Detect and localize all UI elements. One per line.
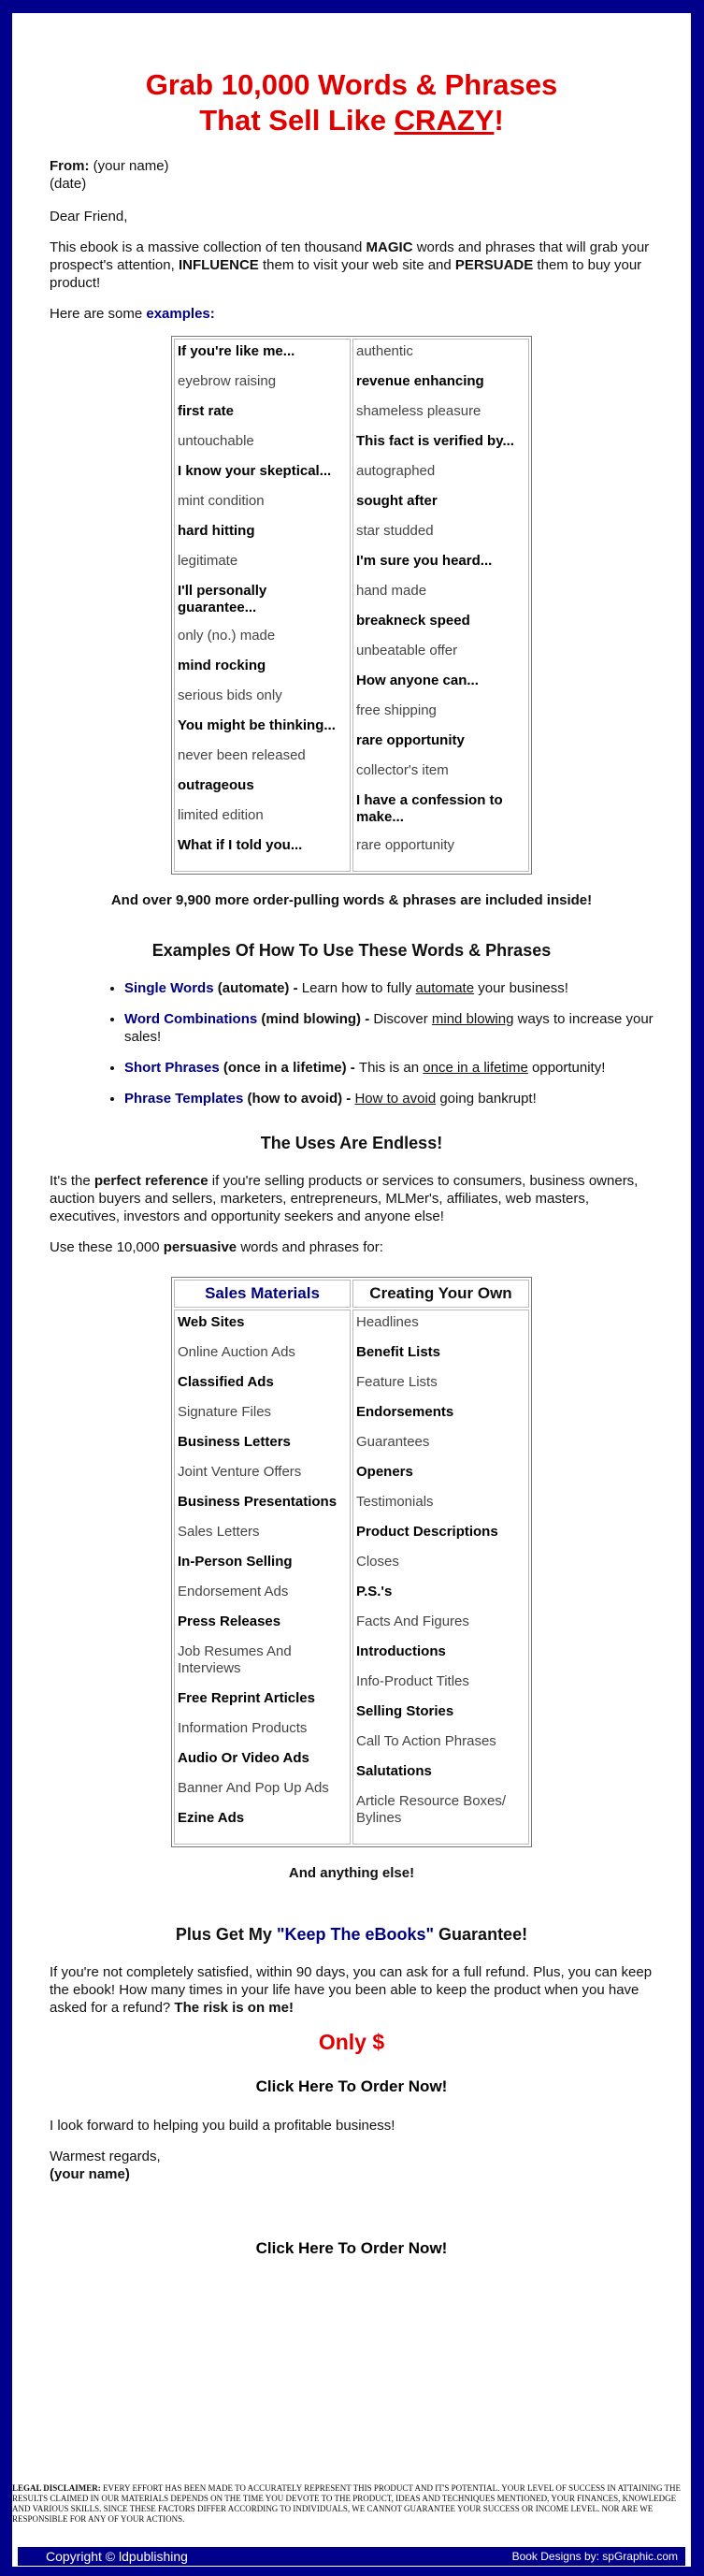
word-item: shameless pleasure (356, 403, 481, 419)
word-item: serious bids only (178, 687, 282, 703)
howto-link-word: How to avoid (354, 1091, 437, 1107)
uses-table-wrap (50, 1277, 654, 1847)
guarantee-text: If you're not completely satisfied, within 90 days, you can ask for a full refund. Plus, you can keep the ebook! How many times in your life have you been able to keep the product when you have asked for a refund? (50, 1964, 653, 2016)
word-item: Online Auction Ads (178, 1344, 295, 1360)
examples-table-wrap (50, 336, 654, 875)
word-item: Banner And Pop Up Ads (178, 1780, 329, 1796)
word-item: star studded (356, 523, 434, 539)
word-item: You might be thinking... (178, 717, 336, 733)
footer-copyright: Copyright © ldpublishing (46, 2549, 188, 2564)
uses-heading: The Uses Are Endless! (260, 1134, 443, 1152)
word-item: Info-Product Titles (356, 1673, 469, 1689)
howto-dash: - (346, 1060, 359, 1076)
guarantee-paragraph (50, 1963, 654, 2017)
guarantee-bold: The risk is on me! (174, 2000, 294, 2016)
word-item: first rate (178, 403, 235, 419)
footer-bar (18, 2547, 685, 2566)
word-item: Job Resumes And Interviews (178, 1643, 292, 1676)
howto-paren: (automate) (213, 980, 290, 996)
word-item: only (no.) made (178, 628, 276, 644)
word-item: rare opportunity (356, 837, 455, 853)
examples-left-column (174, 339, 351, 872)
headline-line-2 (50, 103, 654, 138)
word-item: Classified Ads (178, 1374, 274, 1390)
word-item: I'm sure you heard... (356, 553, 493, 569)
intro-paragraph (50, 239, 654, 292)
howto-paren: (once in a lifetime) (219, 1060, 347, 1076)
word-item: Headlines (356, 1314, 419, 1330)
howto-pre: Discover (373, 1011, 432, 1027)
closing-name: (your name) (50, 2166, 130, 2182)
headline-line-1: Grab 10,000 Words & Phrases (145, 68, 558, 101)
examples-intro (50, 305, 654, 323)
howto-link-word: automate (415, 980, 475, 996)
word-item: Endorsements (356, 1404, 454, 1420)
uses-p2-bold: persuasive (163, 1239, 237, 1255)
word-item: legitimate (178, 553, 238, 569)
headline-crazy: CRAZY (394, 104, 495, 137)
intro-text-1: This ebook is a massive collection of ten thousand (50, 239, 366, 255)
howto-pre: Learn how to fully (301, 980, 416, 996)
word-item: Call To Action Phrases (356, 1733, 496, 1749)
order-now-link-1[interactable]: Click Here To Order Now! (255, 2077, 448, 2095)
word-item: This fact is verified by... (356, 433, 514, 449)
word-item: Sales Letters (178, 1524, 260, 1540)
howto-paren: (how to avoid) (243, 1091, 343, 1107)
sales-page (12, 13, 691, 2567)
word-item: Audio Or Video Ads (178, 1750, 309, 1766)
word-item: P.S.'s (356, 1584, 393, 1599)
howto-term: Phrase Templates (124, 1091, 244, 1107)
word-item: Guarantees (356, 1434, 430, 1450)
word-item: Information Products (178, 1720, 308, 1736)
order-now-link-2[interactable]: Click Here To Order Now! (255, 2239, 448, 2257)
word-item: What if I told you... (178, 837, 303, 853)
greeting: Dear Friend, (50, 209, 128, 224)
intro-text-3: them to visit your web site and (258, 257, 455, 273)
guarantee-heading-quote: "Keep The eBooks" (276, 1925, 435, 1944)
word-item: outrageous (178, 777, 254, 793)
word-item: In-Person Selling (178, 1554, 293, 1570)
word-item: mind rocking (178, 658, 266, 673)
word-item: rare opportunity (356, 732, 465, 748)
howto-term: Single Words (124, 980, 214, 996)
word-item: authentic (356, 343, 413, 359)
only-price: Only $ (318, 2030, 385, 2054)
word-item: Benefit Lists (356, 1344, 441, 1360)
uses-column-1 (174, 1310, 351, 1845)
uses-p1-pre: It's the (50, 1173, 94, 1189)
word-item: Product Descriptions (356, 1524, 498, 1540)
howto-dash: - (342, 1091, 355, 1107)
uses-table (171, 1277, 532, 1847)
over-more-text: And over 9,900 more order-pulling words & phrases are included inside! (110, 892, 593, 908)
word-item: free shipping (356, 702, 437, 718)
word-item: collector's item (356, 762, 449, 778)
intro-text-4: them to buy your product! (50, 257, 642, 291)
closing-paragraph: I look forward to helping you build a profitable business! (50, 2118, 395, 2134)
word-item: autographed (356, 463, 436, 479)
uses-col2-title: Creating Your Own (352, 1280, 529, 1308)
howto-paren: (mind blowing) (257, 1011, 362, 1027)
word-item: I have a confession to make... (356, 792, 503, 825)
howto-item (124, 1059, 654, 1077)
intro-magic: MAGIC (366, 239, 413, 255)
howto-pre: This is an (358, 1060, 424, 1076)
howto-item (124, 979, 654, 997)
examples-right-column (352, 339, 529, 872)
examples-intro-text: Here are some (50, 306, 147, 322)
word-item: Article Resource Boxes/ Bylines (356, 1793, 507, 1826)
examples-table (171, 336, 532, 875)
word-item: Joint Venture Offers (178, 1464, 302, 1480)
howto-link-word: once in a lifetime (423, 1060, 528, 1076)
word-item: limited edition (178, 807, 264, 823)
uses-col1-title: Sales Materials (174, 1280, 351, 1308)
word-item: Openers (356, 1464, 413, 1480)
word-item: breakneck speed (356, 613, 470, 629)
uses-paragraph-2 (50, 1238, 654, 1256)
uses-p1-post: if you're selling products or services to consumers, business owners, auction buyers and sellers, marketers, entrepreneurs, MLMer's, affiliates, web masters, executives, investors and opportunity seekers and anyone else! (50, 1173, 639, 1224)
word-item: How anyone can... (356, 673, 479, 688)
howto-dash: - (289, 980, 302, 996)
word-item: Business Presentations (178, 1494, 338, 1510)
intro-influence: INFLUENCE (178, 257, 259, 273)
word-item: Selling Stories (356, 1703, 454, 1719)
word-item: never been released (178, 747, 306, 763)
word-item: mint condition (178, 493, 265, 509)
word-item: Salutations (356, 1763, 432, 1779)
order-link-bottom (50, 2239, 654, 2258)
uses-p2-pre: Use these 10,000 (50, 1239, 164, 1255)
howto-link-word: mind blowing (431, 1011, 514, 1027)
word-item: Web Sites (178, 1314, 245, 1330)
uses-column-2 (352, 1310, 529, 1845)
howto-term: Word Combinations (124, 1011, 258, 1027)
uses-p1-bold: perfect reference (93, 1173, 208, 1189)
word-item: Business Letters (178, 1434, 291, 1450)
guarantee-heading-post: Guarantee! (434, 1925, 528, 1944)
word-item: hand made (356, 583, 427, 599)
word-item: I know your skeptical... (178, 463, 332, 479)
word-item: unbeatable offer (356, 643, 458, 658)
howto-item (124, 1090, 654, 1107)
word-item: Feature Lists (356, 1374, 438, 1390)
from-name: (your name) (93, 158, 169, 174)
uses-paragraph-1 (50, 1172, 654, 1225)
headline (50, 67, 654, 138)
howto-item (124, 1010, 654, 1046)
howto-heading: Examples Of How To Use These Words & Phrases (151, 941, 552, 960)
word-item: sought after (356, 493, 438, 509)
howto-post: going bankrupt! (436, 1091, 537, 1107)
howto-list (50, 979, 654, 1107)
order-link-top (50, 2077, 654, 2096)
howto-post: opportunity! (527, 1060, 606, 1076)
word-item: eyebrow raising (178, 373, 277, 389)
word-item: I'll personally guarantee... (178, 583, 267, 615)
word-item: Facts And Figures (356, 1614, 469, 1629)
howto-post: your business! (474, 980, 568, 996)
from-date: (date) (50, 176, 87, 192)
headline-line-2-post: ! (494, 104, 504, 137)
headline-line-2-pre: That Sell Like (199, 104, 395, 137)
word-item: hard hitting (178, 523, 255, 539)
from-label: From: (50, 158, 90, 174)
howto-post: ways to increase your sales! (124, 1011, 654, 1045)
word-item: Introductions (356, 1643, 446, 1659)
disclaimer-text: EVERY EFFORT HAS BEEN MADE TO ACCURATELY REPRESENT THIS PRODUCT AND IT'S POTENTIAL. YOUR LEVEL OF SUCCESS IN ATTAINING THE RESULTS CLAIMED IN OUR MATERIALS DEPENDS ON THE TIME YOU DEVOTE TO THE PRODUCT, IDEAS AND TECHNIQUES MENTIONED, YOUR FINANCES, KNOWLEDGE AND VARIOUS SKILLS. SINCE THESE FACTORS DIFFER ACCORDING TO INDIVIDUALS, WE CANNOT GUARANTEE YOUR SUCCESS OR INCOME LEVEL. NOR ARE WE RESPONSIBLE FOR ANY OF YOUR ACTIONS. (12, 2483, 682, 2524)
word-item: untouchable (178, 433, 254, 449)
disclaimer-label: LEGAL DISCLAIMER: (12, 2483, 101, 2493)
word-item: Signature Files (178, 1404, 272, 1420)
examples-intro-highlight: examples: (146, 306, 215, 322)
word-item: revenue enhancing (356, 373, 484, 389)
footer-credit[interactable]: Book Designs by: spGraphic.com (511, 2550, 678, 2563)
word-item: If you're like me... (178, 343, 295, 359)
word-item: Endorsement Ads (178, 1584, 289, 1599)
howto-term: Short Phrases (124, 1060, 220, 1076)
guarantee-heading (50, 1925, 654, 1945)
closing-regards: Warmest regards, (50, 2149, 161, 2164)
howto-dash: - (361, 1011, 374, 1027)
word-item: Testimonials (356, 1494, 434, 1510)
legal-disclaimer (12, 2483, 691, 2525)
from-block (50, 157, 654, 193)
word-item: Closes (356, 1554, 399, 1570)
word-item: Press Releases (178, 1614, 281, 1629)
uses-p2-post: words and phrases for: (237, 1239, 383, 1255)
word-item: Ezine Ads (178, 1810, 245, 1826)
intro-persuade: PERSUADE (454, 257, 534, 273)
intro-text-2: words and phrases that will grab your prospect's attention, (50, 239, 650, 273)
guarantee-heading-pre: Plus Get My (175, 1925, 277, 1944)
word-item: Free Reprint Articles (178, 1690, 315, 1706)
anything-else-text: And anything else! (288, 1865, 415, 1881)
